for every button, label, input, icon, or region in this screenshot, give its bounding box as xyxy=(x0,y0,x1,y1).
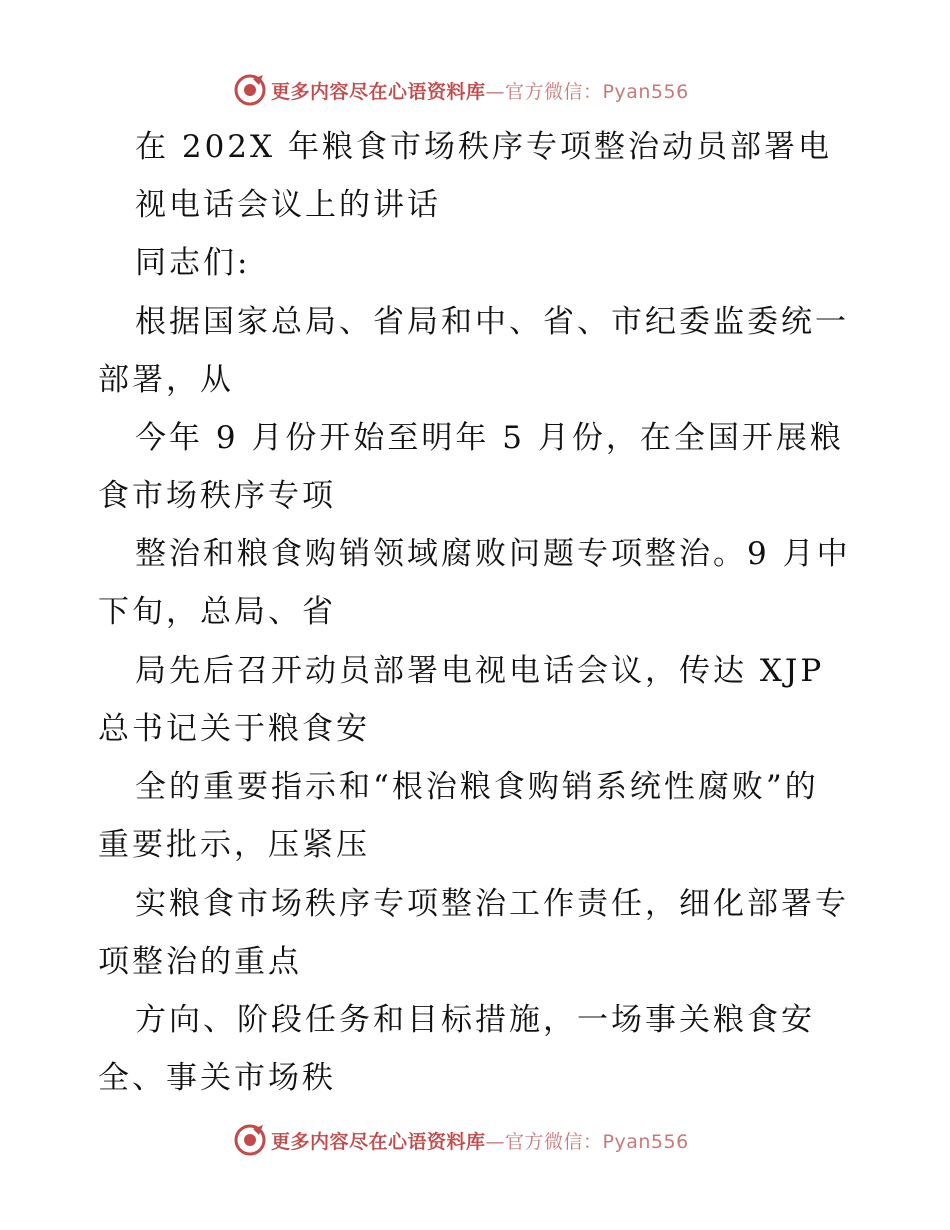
logo-icon xyxy=(233,1123,267,1157)
document-title-line-1: 在 202X 年粮食市场秩序专项整治动员部署电 xyxy=(135,129,832,165)
logo-icon xyxy=(233,73,267,107)
watermark-wechat-label: 官方微信： xyxy=(505,80,603,103)
watermark-brand: 更多内容尽在心语资料库 xyxy=(271,80,486,103)
watermark-separator: — xyxy=(485,80,506,103)
watermark-brand: 更多内容尽在心语资料库 xyxy=(271,1130,486,1153)
body-line: 局先后召开动员部署电视电话会议，传达 XJP xyxy=(135,653,825,689)
body-line: 实粮食市场秩序专项整治工作责任，细化部署专 xyxy=(135,886,849,922)
salutation: 同志们: xyxy=(135,245,251,281)
body-line: 全的重要指示和“根治粮食购销系统性腐败”的 xyxy=(135,769,819,805)
body-line: 部署，从 xyxy=(98,362,234,398)
body-line: 今年 9 月份开始至明年 5 月份，在全国开展粮 xyxy=(135,420,844,456)
body-line: 项整治的重点 xyxy=(98,944,302,980)
header-watermark xyxy=(233,71,753,109)
watermark-text xyxy=(271,77,689,104)
watermark-separator: — xyxy=(485,1130,506,1153)
body-line: 整治和粮食购销领域腐败问题专项整治。9 月中 xyxy=(135,536,851,572)
watermark-wechat-label: 官方微信： xyxy=(505,1130,603,1153)
body-line: 方向、阶段任务和目标措施，一场事关粮食安 xyxy=(135,1002,815,1038)
body-line: 食市场秩序专项 xyxy=(98,478,336,514)
document-title-line-2: 视电话会议上的讲话 xyxy=(135,187,441,223)
watermark-wechat-id: Pyan556 xyxy=(602,80,689,103)
body-line: 根据国家总局、省局和中、省、市纪委监委统一 xyxy=(135,304,849,340)
watermark-wechat-id: Pyan556 xyxy=(602,1130,689,1153)
body-line: 下旬，总局、省 xyxy=(98,594,336,630)
body-line: 总书记关于粮食安 xyxy=(98,711,370,747)
watermark-text xyxy=(271,1127,689,1154)
body-line: 重要批示，压紧压 xyxy=(98,827,370,863)
body-line: 全、事关市场秩 xyxy=(98,1060,336,1096)
footer-watermark xyxy=(233,1121,753,1159)
